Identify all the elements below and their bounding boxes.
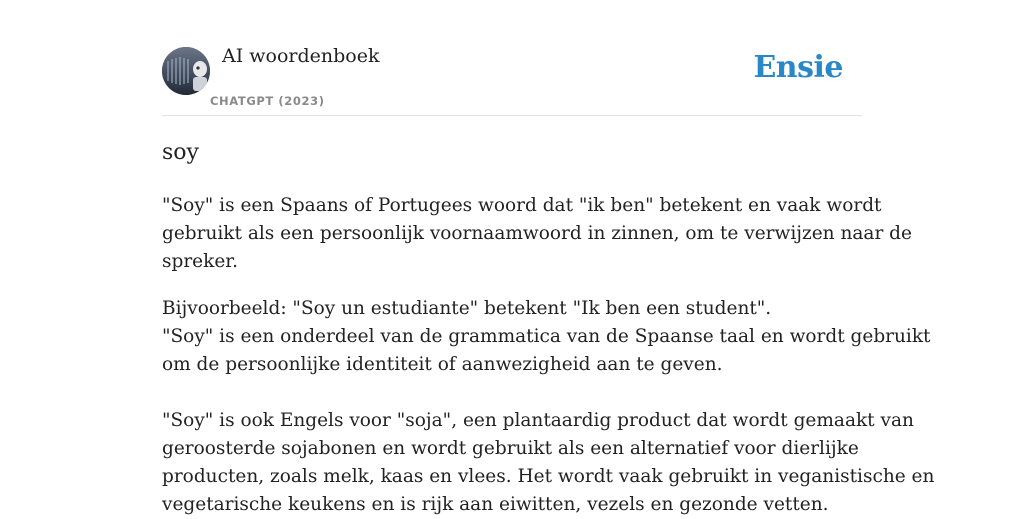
paragraph-line: vegetarische keukens en is rijk aan eiwitten, vezels en gezonde vetten.	[162, 494, 829, 515]
paragraph-line: "Soy" is een Spaans of Portugees woord dat "ik ben" betekent en vaak wordt	[162, 195, 882, 216]
definition-paragraph	[162, 192, 912, 276]
source-header	[162, 0, 862, 116]
paragraph-line: "Soy" is ook Engels voor "soja", een plantaardig product dat wordt gemaakt van	[162, 410, 914, 431]
paragraph-line: om de persoonlijke identiteit of aanwezigheid aan te geven.	[162, 354, 723, 375]
example-paragraph	[162, 295, 931, 379]
paragraph-line: spreker.	[162, 251, 238, 272]
source-title[interactable]: AI woordenboek	[222, 45, 380, 67]
paragraph-line: gebruikt als een persoonlijk voornaamwoord in zinnen, om te verwijzen naar de	[162, 223, 912, 244]
dictionary-card	[162, 0, 935, 515]
soja-paragraph	[162, 407, 935, 519]
paragraph-line: Bijvoorbeeld: "Soy un estudiante" betekent "Ik ben een student".	[162, 298, 772, 319]
ensie-logo[interactable]: Ensie	[753, 50, 843, 85]
paragraph-line: producten, zoals melk, kaas en vlees. Het wordt vaak gebruikt in veganistische en	[162, 466, 935, 487]
paragraph-line: geroosterde sojabonen en wordt gebruikt als een alternatief voor dierlijke	[162, 438, 859, 459]
entry-term: soy	[162, 140, 199, 165]
robot-avatar-icon[interactable]	[162, 47, 210, 95]
source-subtitle: CHATGPT (2023)	[210, 94, 325, 108]
paragraph-line: "Soy" is een onderdeel van de grammatica van de Spaanse taal en wordt gebruikt	[162, 326, 931, 347]
